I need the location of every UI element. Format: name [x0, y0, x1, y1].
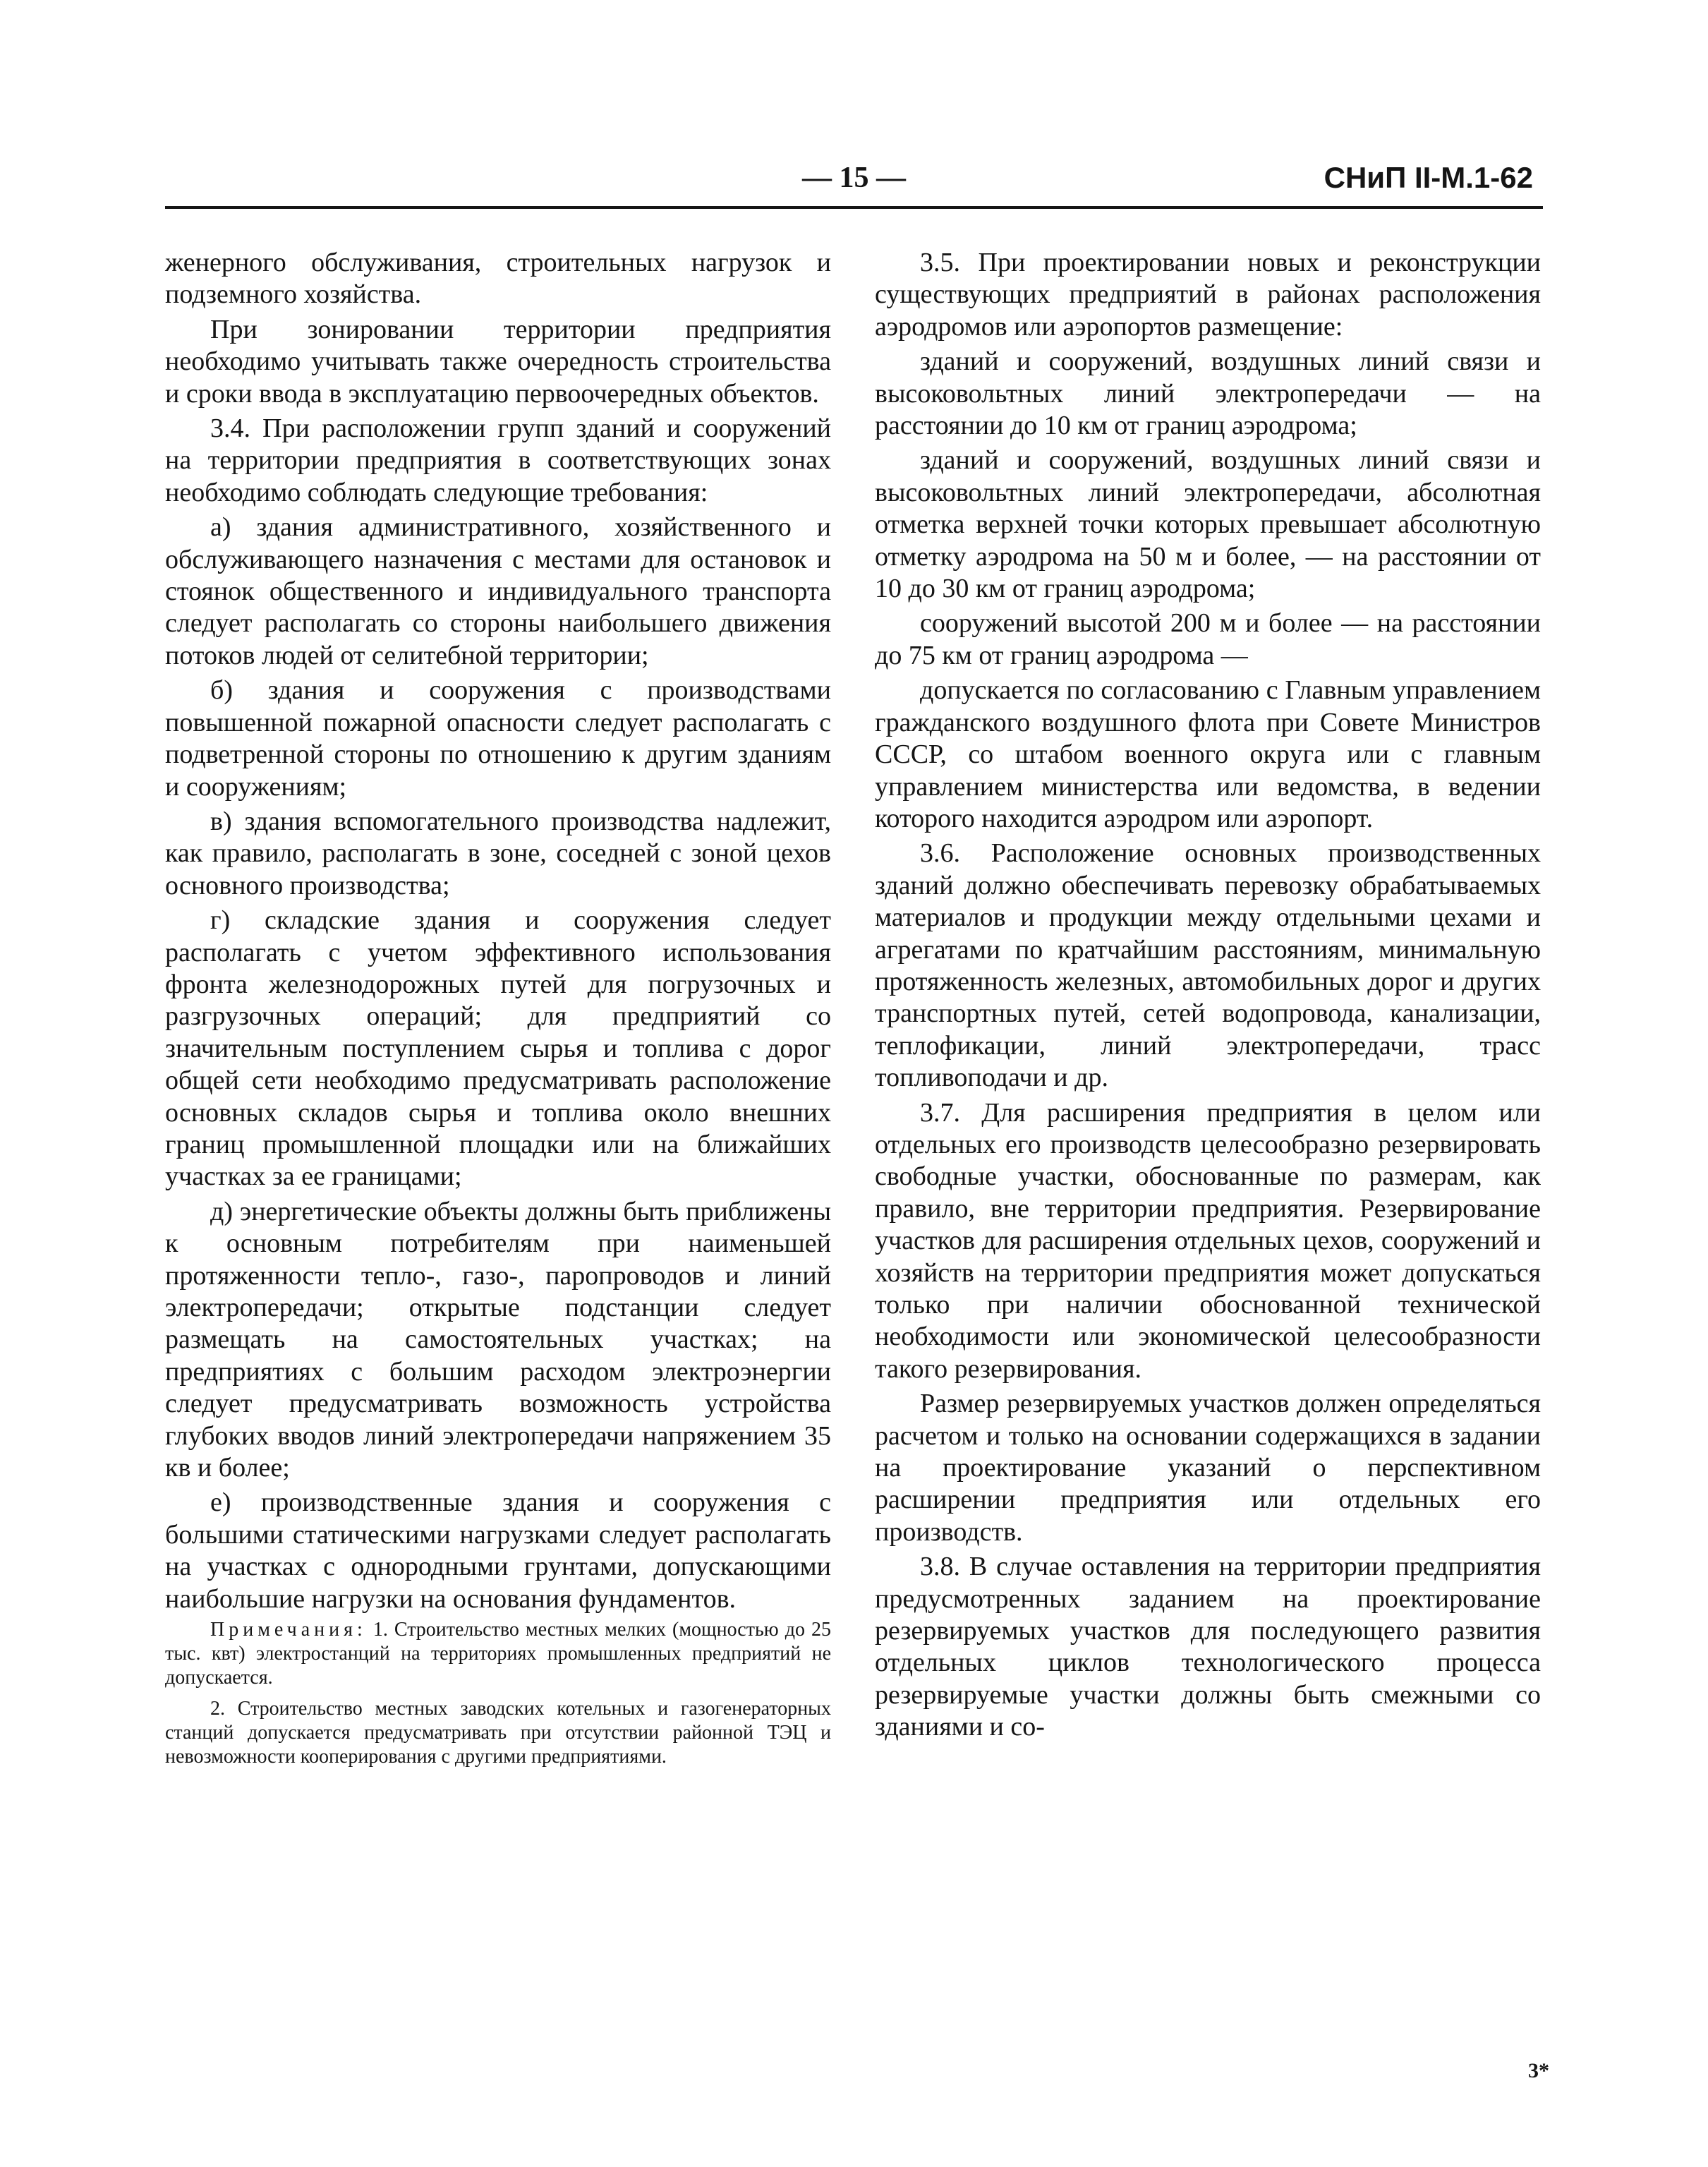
paragraph-reserve-size: Размер резервируемых участков должен определяться расчетом и только на основании содержащихся в задании на проектирование указаний о перспективном расширении предприятия или отдельных его производств. [875, 1389, 1541, 1547]
paragraph-3-7: 3.7. Для расширения предприятия в целом или отдельных его производств целесообразно резервировать свободные участки, обоснованные по размерам, как правило, вне территории предприятия. Резервирование участков для расширения отдельных цехов, сооружений и хозяйств на территории предприятия может допускаться только при наличии обоснованной технической необходимости или экономической целесообразности такого резервирования. [875, 1097, 1541, 1384]
left-column [165, 247, 831, 1776]
document-code: СНиП II-М.1-62 [1324, 161, 1533, 194]
list-item-b: б) здания и сооружения с производствами повышенной пожарной опасности следует располагать с подветренной стороны по отношению к другим зданиям и сооружениям; [165, 675, 831, 802]
paragraph-3-8: 3.8. В случае оставления на территории предприятия предусмотренных заданием на проектирование резервируемых участков для последующего развития отдельных циклов технологического процесса резервируемые участки должны быть смежными со зданиями и со- [875, 1552, 1541, 1742]
list-item-e: е) производственные здания и сооружения с большими статическими нагрузками следует располагать на участках с однородными грунтами, допускающими наибольшие нагрузки на основания фундаментов. [165, 1487, 831, 1614]
list-item-d: д) энергетические объекты должны быть приближены к основным потребителям при наименьшей протяженности тепло-, газо-, паропроводов и линий электропередачи; открытые подстанции следует размещать на самостоятельных участках; на предприятиях с большим расходом электроэнергии следует предусматривать возможность устройства глубоких вводов линий электропередачи напряжением 35 кв и более; [165, 1196, 831, 1483]
notes-block [165, 1618, 831, 1769]
paragraph-structures-75km: сооружений высотой 200 м и более — на расстоянии до 75 км от границ аэродрома — [875, 608, 1541, 670]
header-rule [165, 206, 1543, 209]
list-item-v: в) здания вспомогательного производства надлежит, как правило, располагать в зоне, соседней с зоной цехов основного производства; [165, 806, 831, 900]
paragraph-approval: допускается по согласованию с Главным управлением гражданского воздушного флота при Совете Министров СССР, со штабом военного округа или с главным управлением министерства или ведомства, в ведении которого находится аэродром или аэропорт. [875, 675, 1541, 833]
note-1 [165, 1618, 831, 1690]
paragraph-3-5: 3.5. При проектировании новых и реконструкции существующих предприятий в районах расположения аэродромов или аэропортов размещение: [875, 248, 1541, 342]
list-item-g: г) складские здания и сооружения следует располагать с учетом эффективного использования фронта железнодорожных путей для погрузочных и разгрузочных операций; для предприятий со значительным поступлением сырья и топлива с дорог общей сети необходимо предусматривать расположение основных складов сырья и топлива около внешних границ промышленной площадки или на ближайших участках за ее границами; [165, 905, 831, 1192]
signature-mark: 3* [1528, 2059, 1549, 2082]
note-2: 2. Строительство местных заводских котельных и газогенераторных станций допускается предусматривать при отсутствии районной ТЭЦ и невозможности кооперирования с другими предприятиями. [165, 1698, 831, 1768]
notes-lead: Примечания: [210, 1619, 367, 1641]
note-1-text: 1. Строительство местных мелких (мощностью до 25 тыс. квт) электростанций на территориях промышленных предприятий не допускается. [165, 1619, 831, 1689]
list-item-a: а) здания административного, хозяйственного и обслуживающего назначения с местами для остановок и стоянок общественного и индивидуального транспорта следует располагать со стороны наибольшего движения потоков людей от селитебной территории; [165, 512, 831, 670]
paragraph-3-6: 3.6. Расположение основных производственных зданий должно обеспечивать перевозку обрабатываемых материалов и продукции между отдельными цехами и агрегатами по кратчайшим расстояниям, минимальную протяженность железных, автомобильных дорог и других транспортных путей, сетей водопровода, канализации, теплофикации, линий электропередачи, трасс топливоподачи и др. [875, 838, 1541, 1093]
paragraph-3-4: 3.4. При расположении групп зданий и сооружений на территории предприятия в соответствующих зонах необходимо соблюдать следующие требования: [165, 414, 831, 507]
right-column [875, 247, 1541, 1746]
page-header [165, 161, 1543, 203]
paragraph-buildings-30km: зданий и сооружений, воздушных линий связи и высоковольтных линий электропередачи, абсолютная отметка верхней точки которых превышает абсолютную отметку аэродрома на 50 м и более, — на расстоянии от 10 до 30 км от границ аэродрома; [875, 445, 1541, 604]
page-number: — 15 — [802, 162, 906, 194]
paragraph-continuation: женерного обслуживания, строительных нагрузок и подземного хозяйства. [165, 248, 831, 310]
paragraph-buildings-10km: зданий и сооружений, воздушных линий связи и высоковольтных линий электропередачи — на расстоянии до 10 км от границ аэродрома; [875, 346, 1541, 441]
paragraph-zoning: При зонировании территории предприятия необходимо учитывать также очередность строительства и сроки ввода в эксплуатацию первоочередных объектов. [165, 314, 831, 409]
